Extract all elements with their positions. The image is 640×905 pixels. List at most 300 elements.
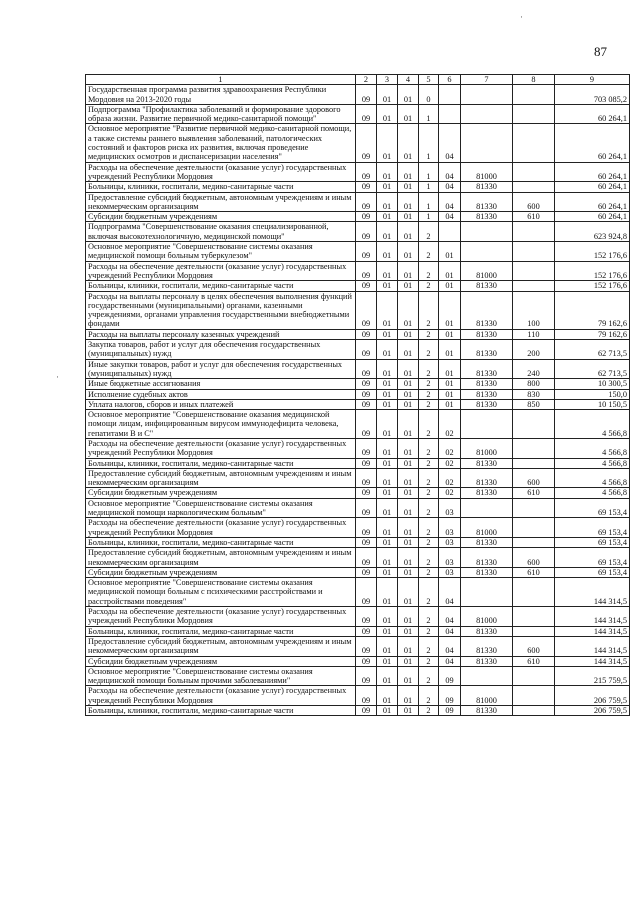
table-row — [86, 468, 630, 488]
row-amount: 4 566,8 — [555, 488, 630, 498]
article-code — [461, 104, 513, 124]
table-row — [86, 548, 630, 568]
row-name: Расходы на обеспечение деятельности (оказание услуг) государственных учреждений Республики Мордовия — [86, 518, 356, 538]
code-cell: 0 — [419, 85, 439, 105]
expense-type: 610 — [513, 488, 555, 498]
code-cell: 1 — [419, 212, 439, 222]
code-cell: 01 — [439, 399, 461, 409]
code-cell: 01 — [398, 162, 419, 182]
row-amount: 62 713,5 — [555, 340, 630, 360]
code-cell: 09 — [356, 488, 377, 498]
article-code — [461, 498, 513, 518]
budget-table — [85, 74, 630, 716]
article-code: 81330 — [461, 389, 513, 399]
col-header: 1 — [86, 75, 356, 85]
code-cell: 01 — [377, 104, 398, 124]
code-cell: 09 — [439, 706, 461, 716]
code-cell: 04 — [439, 182, 461, 192]
code-cell: 09 — [356, 212, 377, 222]
expense-type: 610 — [513, 567, 555, 577]
code-cell — [439, 222, 461, 242]
code-cell: 1 — [419, 182, 439, 192]
col-header: 2 — [356, 75, 377, 85]
code-cell: 2 — [419, 281, 439, 291]
code-cell: 2 — [419, 261, 439, 281]
code-cell: 01 — [377, 162, 398, 182]
table-row — [86, 488, 630, 498]
code-cell: 01 — [377, 607, 398, 627]
code-cell: 03 — [439, 567, 461, 577]
expense-type — [513, 458, 555, 468]
table-row — [86, 636, 630, 656]
row-name: Субсидии бюджетным учреждениям — [86, 212, 356, 222]
code-cell: 01 — [398, 636, 419, 656]
code-cell: 01 — [377, 498, 398, 518]
expense-type: 600 — [513, 468, 555, 488]
article-code — [461, 124, 513, 162]
code-cell: 09 — [356, 182, 377, 192]
code-cell: 01 — [439, 242, 461, 262]
expense-type: 100 — [513, 291, 555, 329]
code-cell: 01 — [398, 548, 419, 568]
code-cell: 01 — [377, 281, 398, 291]
row-name: Основное мероприятие "Совершенствование системы оказания медицинской помощи больным с психическими расстройствами и расстройствами поведения" — [86, 578, 356, 607]
code-cell: 09 — [356, 281, 377, 291]
code-cell: 09 — [356, 340, 377, 360]
code-cell: 01 — [398, 468, 419, 488]
table-row — [86, 85, 630, 105]
code-cell: 01 — [398, 291, 419, 329]
article-code: 81330 — [461, 656, 513, 666]
code-cell: 09 — [356, 548, 377, 568]
row-name: Государственная программа развития здравоохранения Республики Мордовия на 2013-2020 годы — [86, 85, 356, 105]
article-code: 81000 — [461, 518, 513, 538]
article-code: 81000 — [461, 607, 513, 627]
table-row — [86, 410, 630, 439]
code-cell: 01 — [377, 340, 398, 360]
code-cell: 2 — [419, 291, 439, 329]
expense-type — [513, 706, 555, 716]
row-name: Предоставление субсидий бюджетным, автономным учреждениям и иным некоммерческим организациям — [86, 468, 356, 488]
code-cell: 01 — [439, 291, 461, 329]
row-amount: 215 759,5 — [555, 666, 630, 686]
row-name: Уплата налогов, сборов и иных платежей — [86, 399, 356, 409]
code-cell: 04 — [439, 124, 461, 162]
code-cell: 2 — [419, 666, 439, 686]
code-cell: 04 — [439, 192, 461, 212]
code-cell: 01 — [377, 399, 398, 409]
code-cell: 03 — [439, 498, 461, 518]
row-amount: 206 759,5 — [555, 706, 630, 716]
code-cell: 2 — [419, 626, 439, 636]
expense-type — [513, 222, 555, 242]
code-cell: 03 — [439, 537, 461, 547]
code-cell: 2 — [419, 537, 439, 547]
code-cell: 01 — [439, 340, 461, 360]
row-name: Субсидии бюджетным учреждениям — [86, 488, 356, 498]
code-cell: 09 — [356, 222, 377, 242]
row-amount: 60 264,1 — [555, 212, 630, 222]
row-amount: 60 264,1 — [555, 104, 630, 124]
code-cell: 01 — [398, 518, 419, 538]
table-row — [86, 578, 630, 607]
article-code — [461, 578, 513, 607]
row-amount: 152 176,6 — [555, 242, 630, 262]
row-amount: 62 713,5 — [555, 359, 630, 379]
expense-type — [513, 666, 555, 686]
expense-type — [513, 578, 555, 607]
code-cell: 01 — [398, 666, 419, 686]
code-cell: 04 — [439, 636, 461, 656]
code-cell: 09 — [356, 567, 377, 577]
row-amount: 144 314,5 — [555, 636, 630, 656]
code-cell: 01 — [398, 537, 419, 547]
table-row — [86, 329, 630, 339]
row-name: Расходы на выплаты персоналу казенных учреждений — [86, 329, 356, 339]
table-row — [86, 261, 630, 281]
code-cell: 04 — [439, 656, 461, 666]
code-cell — [439, 85, 461, 105]
expense-type — [513, 85, 555, 105]
code-cell: 01 — [377, 379, 398, 389]
code-cell: 03 — [439, 548, 461, 568]
table-row — [86, 379, 630, 389]
article-code: 81330 — [461, 291, 513, 329]
row-name: Больницы, клиники, госпитали, медико-санитарные части — [86, 281, 356, 291]
expense-type: 200 — [513, 340, 555, 360]
row-name: Больницы, клиники, госпитали, медико-санитарные части — [86, 182, 356, 192]
code-cell: 01 — [398, 389, 419, 399]
expense-type: 610 — [513, 212, 555, 222]
expense-type: 600 — [513, 548, 555, 568]
row-amount: 4 566,8 — [555, 438, 630, 458]
code-cell: 01 — [439, 329, 461, 339]
code-cell: 01 — [398, 656, 419, 666]
row-name: Расходы на обеспечение деятельности (оказание услуг) государственных учреждений Республики Мордовия — [86, 686, 356, 706]
article-code: 81330 — [461, 458, 513, 468]
code-cell: 01 — [377, 222, 398, 242]
code-cell: 09 — [356, 359, 377, 379]
code-cell: 01 — [439, 359, 461, 379]
code-cell: 01 — [398, 359, 419, 379]
row-amount: 703 085,2 — [555, 85, 630, 105]
article-code: 81330 — [461, 359, 513, 379]
code-cell: 1 — [419, 192, 439, 212]
code-cell: 09 — [356, 656, 377, 666]
code-cell: 01 — [377, 291, 398, 329]
row-name: Больницы, клиники, госпитали, медико-санитарные части — [86, 626, 356, 636]
code-cell: 2 — [419, 399, 439, 409]
code-cell: 2 — [419, 242, 439, 262]
code-cell: 09 — [356, 242, 377, 262]
expense-type — [513, 182, 555, 192]
code-cell: 01 — [439, 379, 461, 389]
row-name: Иные закупки товаров, работ и услуг для обеспечения государственных (муниципальных) нужд — [86, 359, 356, 379]
row-name: Больницы, клиники, госпитали, медико-санитарные части — [86, 458, 356, 468]
code-cell: 09 — [356, 666, 377, 686]
row-name: Расходы на обеспечение деятельности (оказание услуг) государственных учреждений Республики Мордовия — [86, 438, 356, 458]
code-cell: 09 — [356, 518, 377, 538]
article-code: 81000 — [461, 261, 513, 281]
table-row — [86, 666, 630, 686]
row-amount: 69 153,4 — [555, 498, 630, 518]
row-amount: 144 314,5 — [555, 626, 630, 636]
expense-type — [513, 124, 555, 162]
code-cell: 04 — [439, 212, 461, 222]
row-amount: 144 314,5 — [555, 607, 630, 627]
row-amount: 60 264,1 — [555, 192, 630, 212]
code-cell: 01 — [398, 498, 419, 518]
article-code: 81330 — [461, 399, 513, 409]
code-cell: 01 — [398, 626, 419, 636]
row-amount: 206 759,5 — [555, 686, 630, 706]
code-cell: 01 — [377, 410, 398, 439]
row-name: Расходы на обеспечение деятельности (оказание услуг) государственных учреждений Республики Мордовия — [86, 261, 356, 281]
code-cell: 09 — [356, 379, 377, 389]
expense-type — [513, 498, 555, 518]
code-cell: 2 — [419, 706, 439, 716]
row-amount: 79 162,6 — [555, 291, 630, 329]
table-row — [86, 359, 630, 379]
code-cell: 09 — [356, 410, 377, 439]
code-cell: 2 — [419, 379, 439, 389]
expense-type: 110 — [513, 329, 555, 339]
code-cell: 09 — [356, 438, 377, 458]
code-cell: 09 — [439, 666, 461, 686]
code-cell: 02 — [439, 410, 461, 439]
code-cell: 01 — [398, 329, 419, 339]
row-name: Предоставление субсидий бюджетным, автономным учреждениям и иным некоммерческим организациям — [86, 192, 356, 212]
article-code: 81330 — [461, 340, 513, 360]
code-cell: 09 — [356, 686, 377, 706]
col-header: 6 — [439, 75, 461, 85]
table-row — [86, 340, 630, 360]
article-code: 81330 — [461, 212, 513, 222]
code-cell: 01 — [377, 548, 398, 568]
code-cell: 2 — [419, 222, 439, 242]
code-cell: 09 — [356, 537, 377, 547]
table-row — [86, 656, 630, 666]
code-cell: 01 — [439, 389, 461, 399]
row-amount: 152 176,6 — [555, 281, 630, 291]
code-cell: 01 — [377, 389, 398, 399]
code-cell: 01 — [377, 537, 398, 547]
row-amount: 144 314,5 — [555, 578, 630, 607]
article-code: 81330 — [461, 706, 513, 716]
code-cell: 09 — [356, 261, 377, 281]
scan-mark: · — [56, 372, 59, 382]
expense-type — [513, 537, 555, 547]
code-cell: 09 — [356, 578, 377, 607]
row-name: Субсидии бюджетным учреждениям — [86, 567, 356, 577]
table-row — [86, 182, 630, 192]
code-cell: 01 — [377, 438, 398, 458]
code-cell: 09 — [356, 291, 377, 329]
code-cell: 09 — [356, 498, 377, 518]
table-row — [86, 626, 630, 636]
code-cell — [439, 104, 461, 124]
article-code: 81330 — [461, 537, 513, 547]
table-row — [86, 124, 630, 162]
code-cell: 2 — [419, 458, 439, 468]
code-cell: 01 — [398, 340, 419, 360]
col-header: 8 — [513, 75, 555, 85]
code-cell: 01 — [377, 706, 398, 716]
code-cell: 01 — [398, 124, 419, 162]
code-cell: 01 — [398, 578, 419, 607]
code-cell: 2 — [419, 607, 439, 627]
row-amount: 60 264,1 — [555, 162, 630, 182]
expense-type — [513, 438, 555, 458]
code-cell: 04 — [439, 162, 461, 182]
expense-type — [513, 607, 555, 627]
code-cell: 01 — [377, 636, 398, 656]
expense-type: 600 — [513, 192, 555, 212]
col-header: 4 — [398, 75, 419, 85]
table-row — [86, 567, 630, 577]
row-amount: 144 314,5 — [555, 656, 630, 666]
table-row — [86, 104, 630, 124]
expense-type: 600 — [513, 636, 555, 656]
code-cell: 09 — [356, 389, 377, 399]
table-row — [86, 281, 630, 291]
article-code: 81000 — [461, 162, 513, 182]
code-cell: 01 — [398, 261, 419, 281]
code-cell: 01 — [377, 458, 398, 468]
code-cell: 01 — [377, 488, 398, 498]
expense-type — [513, 242, 555, 262]
row-amount: 4 566,8 — [555, 458, 630, 468]
code-cell: 01 — [439, 281, 461, 291]
row-name: Основное мероприятие "Совершенствование оказания медицинской помощи лицам, инфицированным вирусом иммунодефицита человека, гепатитами В и С" — [86, 410, 356, 439]
code-cell: 09 — [356, 104, 377, 124]
row-amount: 60 264,1 — [555, 124, 630, 162]
code-cell: 01 — [377, 182, 398, 192]
code-cell: 01 — [377, 468, 398, 488]
code-cell: 01 — [398, 222, 419, 242]
article-code — [461, 222, 513, 242]
col-header: 9 — [555, 75, 630, 85]
col-header: 5 — [419, 75, 439, 85]
code-cell: 04 — [439, 607, 461, 627]
row-amount: 60 264,1 — [555, 182, 630, 192]
article-code — [461, 242, 513, 262]
table-row — [86, 192, 630, 212]
table-row — [86, 389, 630, 399]
article-code: 81330 — [461, 636, 513, 656]
code-cell: 01 — [377, 626, 398, 636]
row-name: Предоставление субсидий бюджетным, автономным учреждениям и иным некоммерческим организациям — [86, 636, 356, 656]
table-row — [86, 242, 630, 262]
code-cell: 01 — [377, 359, 398, 379]
article-code: 81330 — [461, 192, 513, 212]
code-cell: 01 — [377, 124, 398, 162]
code-cell: 2 — [419, 468, 439, 488]
code-cell: 09 — [356, 626, 377, 636]
code-cell: 09 — [356, 636, 377, 656]
table-row — [86, 607, 630, 627]
code-cell: 2 — [419, 567, 439, 577]
code-cell: 2 — [419, 410, 439, 439]
article-code — [461, 410, 513, 439]
row-name: Основное мероприятие "Совершенствование системы оказания медицинской помощи наркологическим больным" — [86, 498, 356, 518]
code-cell: 1 — [419, 162, 439, 182]
code-cell: 2 — [419, 488, 439, 498]
code-cell: 01 — [398, 85, 419, 105]
code-cell: 02 — [439, 488, 461, 498]
header-row — [86, 75, 630, 85]
code-cell: 2 — [419, 686, 439, 706]
code-cell: 2 — [419, 340, 439, 360]
row-name: Исполнение судебных актов — [86, 389, 356, 399]
code-cell: 01 — [398, 182, 419, 192]
article-code — [461, 666, 513, 686]
table-row — [86, 498, 630, 518]
code-cell: 01 — [398, 399, 419, 409]
expense-type — [513, 162, 555, 182]
row-name: Основное мероприятие "Совершенствование системы оказания медицинской помощи больным прочими заболеваниями" — [86, 666, 356, 686]
code-cell: 09 — [356, 162, 377, 182]
row-amount: 623 924,8 — [555, 222, 630, 242]
expense-type: 830 — [513, 389, 555, 399]
row-amount: 150,0 — [555, 389, 630, 399]
code-cell: 1 — [419, 104, 439, 124]
page-number: 87 — [594, 44, 607, 59]
table-row — [86, 212, 630, 222]
code-cell: 01 — [398, 686, 419, 706]
article-code: 81330 — [461, 329, 513, 339]
code-cell: 02 — [439, 438, 461, 458]
row-amount: 4 566,8 — [555, 410, 630, 439]
row-amount: 4 566,8 — [555, 468, 630, 488]
code-cell: 09 — [356, 124, 377, 162]
code-cell: 2 — [419, 498, 439, 518]
row-name: Подпрограмма "Профилактика заболеваний и формирование здорового образа жизни. Развитие первичной медико-санитарной помощи" — [86, 104, 356, 124]
article-code: 81330 — [461, 468, 513, 488]
code-cell: 1 — [419, 124, 439, 162]
code-cell: 2 — [419, 518, 439, 538]
expense-type — [513, 261, 555, 281]
row-name: Предоставление субсидий бюджетным, автономным учреждениям и иным некоммерческим организациям — [86, 548, 356, 568]
code-cell: 02 — [439, 468, 461, 488]
code-cell: 02 — [439, 458, 461, 468]
row-name: Расходы на выплаты персоналу в целях обеспечения выполнения функций государственными (муниципальными) органами, казенными учреждениями, органами управления государственными внебюджетными фондами — [86, 291, 356, 329]
code-cell: 01 — [398, 458, 419, 468]
code-cell: 01 — [398, 607, 419, 627]
code-cell: 01 — [398, 281, 419, 291]
row-name: Основное мероприятие "Совершенствование системы оказания медицинской помощи больным туберкулезом" — [86, 242, 356, 262]
article-code: 81330 — [461, 488, 513, 498]
article-code: 81330 — [461, 567, 513, 577]
article-code: 81000 — [461, 686, 513, 706]
code-cell: 01 — [377, 578, 398, 607]
row-name: Подпрограмма "Совершенствование оказания специализированной, включая высокотехнологичную, медицинской помощи" — [86, 222, 356, 242]
code-cell: 2 — [419, 656, 439, 666]
table-row — [86, 438, 630, 458]
code-cell: 04 — [439, 578, 461, 607]
table-row — [86, 458, 630, 468]
row-name: Больницы, клиники, госпитали, медико-санитарные части — [86, 537, 356, 547]
row-name: Больницы, клиники, госпитали, медико-санитарные части — [86, 706, 356, 716]
code-cell: 01 — [398, 438, 419, 458]
table-row — [86, 291, 630, 329]
row-amount: 69 153,4 — [555, 567, 630, 577]
code-cell: 2 — [419, 438, 439, 458]
code-cell: 01 — [439, 261, 461, 281]
code-cell: 01 — [377, 666, 398, 686]
code-cell: 01 — [377, 567, 398, 577]
expense-type: 850 — [513, 399, 555, 409]
